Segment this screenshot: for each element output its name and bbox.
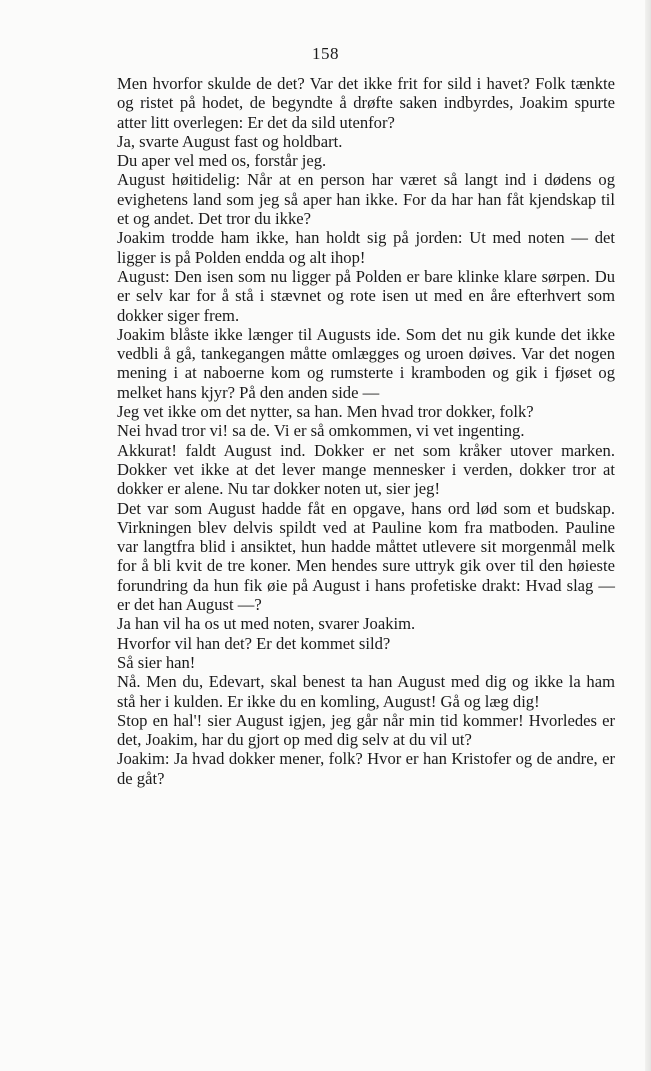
paragraph-12: Ja han vil ha os ut med noten, svarer Joakim. [117,614,416,634]
paragraph-17: Joakim: Ja hvad dokker mener, folk? Hvor er han Kristofer og de andre, er de gåt? [117,749,615,788]
paragraph-15: Nå. Men du, Edevart, skal benest ta han August med dig og ikke la ham stå her i kulden. Er ikke du en komling, August! Gå og læg dig! [117,672,615,711]
page-edge [645,0,651,1071]
page-number: 158 [312,44,339,63]
paragraph-16: Stop en hal'! sier August igjen, jeg går når min tid kommer! Hvorledes er det, Joakim, har du gjort op med dig selv at du vil ut? [117,710,615,750]
paragraph-7: Joakim blåste ikke længer til Augusts ide. Som det nu gik kunde det ikke vedbli å gå, tankegangen måtte omlægges og uroen døives. Var det nogen mening i at naboerne kom og rumsterte i kramboden og gik i fjøset og melket hans kjyr? På den anden side — [117,324,615,402]
paragraph-5: Joakim trodde ham ikke, han holdt sig på jorden: Ut med noten — det ligger is på Polden endda og alt ihop! [117,228,615,267]
paragraph-4: August høitidelig: Når at en person har været så langt ind i dødens og evighetens land som jeg så aper han ikke. For da har han fåt kjendskap til et og andet. Det tror du ikke? [117,170,615,229]
body-text [117,74,615,788]
paragraph-1: Men hvorfor skulde de det? Var det ikke frit for sild i havet? Folk tænkte og ristet på hodet, de begyndte å drøfte saken indbyrdes, Joakim spurte atter litt overlegen: Er det da sild utenfor? [117,74,615,132]
paragraph-13: Hvorfor vil han det? Er det kommet sild? [117,633,391,653]
paragraph-3: Du aper vel med os, forstår jeg. [117,151,327,171]
paragraph-10: Akkurat! faldt August ind. Dokker er net som kråker utover marken. Dokker vet ikke at det lever mange mennesker i verden, dokker tror at dokker er alene. Nu tar dokker noten ut, sier jeg! [117,440,615,499]
paragraph-6: August: Den isen som nu ligger på Polden er bare klinke klare sørpen. Du er selv kar for å stå i stævnet og rote isen ut med en åre efterhvert som dokker siger frem. [117,266,615,325]
paragraph-11: Det var som August hadde fåt en opgave, hans ord lød som et budskap. Virkningen blev delvis spildt ved at Pauline kom fra matboden. Pauline var langtfra blid i ansiktet, hun hadde måttet utlevere sit morgenmål melk for å bli kvit de tre koner. Men hendes sure uttryk gik over til den høieste forundring da hun fik øie på August i hans profetiske drakt: Hvad slag — er det han August —? [117,498,615,615]
paragraph-2: Ja, svarte August fast og holdbart. [117,131,343,151]
paragraph-14: Så sier han! [117,652,196,672]
paragraph-9: Nei hvad tror vi! sa de. Vi er så omkommen, vi vet ingenting. [117,421,525,441]
paragraph-8: Jeg vet ikke om det nytter, sa han. Men hvad tror dokker, folk? [117,402,534,422]
